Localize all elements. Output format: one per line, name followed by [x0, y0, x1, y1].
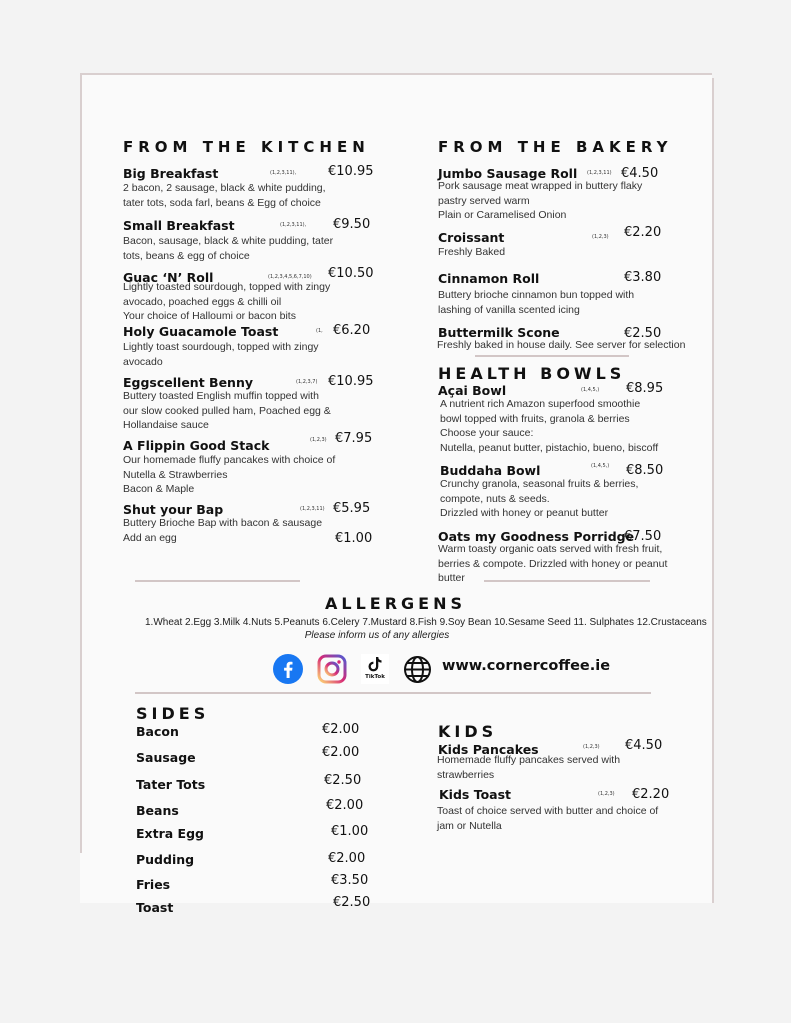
page-border-top — [80, 73, 712, 75]
side-item-name: Tater Tots — [136, 777, 206, 792]
add-egg-price: €1.00 — [335, 531, 373, 546]
menu-item-name: A Flippin Good Stack — [123, 438, 270, 453]
allergen-codes: (1, — [316, 328, 323, 334]
menu-item-description: Crunchy granola, seasonal fruits & berries, compote, nuts & seeds. Drizzled with honey or peanut butter — [440, 478, 639, 520]
side-item-name: Bacon — [136, 724, 179, 739]
allergen-codes: (1,2,3,11) — [587, 170, 612, 176]
menu-item-name: Açai Bowl — [438, 383, 507, 398]
side-item-price: €2.50 — [324, 773, 362, 788]
allergen-codes: (1,2,3) — [310, 437, 327, 443]
menu-item-price: €2.20 — [632, 787, 670, 802]
allergen-codes: (1,2,3,11), — [280, 222, 307, 228]
menu-item-description: Buttery Brioche Bap with bacon & sausage Add an egg — [123, 517, 323, 544]
menu-item-name: Buttermilk Scone — [438, 325, 560, 340]
side-item-price: €2.00 — [326, 798, 364, 813]
allergens-heading: ALLERGENS — [325, 594, 466, 613]
menu-item-price: €4.50 — [621, 166, 659, 181]
menu-item-description: Buttery toasted English muffin topped with our slow cooked pulled ham, Poached egg & Hollandaise sauce — [123, 390, 331, 432]
allergen-codes: (1,2,3) — [598, 791, 615, 797]
side-item-price: €3.50 — [331, 873, 369, 888]
sides-heading: SIDES — [136, 704, 210, 723]
menu-item-price: €8.50 — [626, 463, 664, 478]
allergy-note: Please inform us of any allergies — [304, 630, 450, 641]
menu-item-description: Lightly toasted sourdough, topped with zingy avocado, poached eggs & chilli oil Your choice of Halloumi or bacon bits — [123, 281, 331, 323]
globe-icon[interactable] — [403, 655, 432, 684]
divider — [135, 580, 300, 582]
side-item-price: €2.00 — [322, 745, 360, 760]
menu-item-name: Croissant — [438, 230, 505, 245]
menu-item-name: Buddaha Bowl — [440, 463, 541, 478]
menu-item-description: Toast of choice served with butter and choice of jam or Nutella — [437, 805, 659, 832]
menu-item-price: €2.50 — [624, 326, 662, 341]
side-item-price: €2.00 — [322, 722, 360, 737]
menu-item-description: Lightly toast sourdough, topped with zingy avocado — [123, 341, 319, 368]
page-border-right — [712, 78, 714, 903]
menu-item-name: Holy Guacamole Toast — [123, 324, 279, 339]
divider — [475, 355, 629, 357]
side-item-name: Fries — [136, 877, 171, 892]
divider — [135, 692, 651, 694]
divider — [484, 580, 650, 582]
menu-item-name: Kids Toast — [439, 787, 512, 802]
menu-item-name: Big Breakfast — [123, 166, 219, 181]
menu-item-price: €8.95 — [626, 381, 664, 396]
allergen-codes: (1,4,5,) — [581, 387, 600, 393]
menu-item-price: €4.50 — [625, 738, 663, 753]
menu-item-name: Guac ‘N’ Roll — [123, 270, 214, 285]
menu-item-price: €7.95 — [335, 431, 373, 446]
menu-item-price: €10.50 — [328, 266, 374, 281]
side-item-name: Pudding — [136, 852, 195, 867]
kids-heading: KIDS — [438, 722, 498, 741]
menu-item-name: Eggscellent Benny — [123, 375, 253, 390]
page-border-left — [80, 73, 82, 853]
health-bowls-heading: HEALTH BOWLS — [438, 364, 626, 383]
menu-item-price: €5.95 — [333, 501, 371, 516]
menu-item-description: Bacon, sausage, black & white pudding, tater tots, beans & egg of choice — [123, 235, 334, 262]
allergen-codes: (1,4,5,) — [591, 463, 610, 469]
tiktok-label: TikTok — [365, 674, 385, 680]
menu-item-description: Pork sausage meat wrapped in buttery flaky pastry served warm Plain or Caramelised Onion — [438, 180, 643, 222]
tiktok-icon[interactable] — [361, 654, 389, 684]
menu-item-price: €2.20 — [624, 225, 662, 240]
menu-item-name: Jumbo Sausage Roll — [438, 166, 578, 181]
menu-item-description: Buttery brioche cinnamon bun topped with lashing of vanilla scented icing — [438, 289, 635, 316]
menu-item-name: Oats my Goodness Porridge — [438, 529, 635, 544]
menu-item-price: €6.20 — [333, 323, 371, 338]
menu-item-description: A nutrient rich Amazon superfood smoothie bowl topped with fruits, granola & berries Choose your sauce: Nutella, peanut butter, pistachio, bueno, biscoff — [440, 398, 659, 455]
website-link[interactable]: www.cornercoffee.ie — [442, 658, 611, 674]
bakery-heading: FROM THE BAKERY — [438, 138, 673, 156]
menu-item-price: €10.95 — [328, 164, 374, 179]
menu-item-description: Homemade fluffy pancakes served with strawberries — [437, 754, 621, 781]
instagram-icon[interactable] — [317, 654, 347, 684]
facebook-icon[interactable] — [273, 654, 303, 684]
side-item-name: Beans — [136, 803, 179, 818]
menu-item-name: Shut your Bap — [123, 502, 224, 517]
side-item-price: €2.00 — [328, 851, 366, 866]
menu-item-price: €9.50 — [333, 217, 371, 232]
side-item-name: Extra Egg — [136, 826, 204, 841]
side-item-name: Toast — [136, 900, 174, 915]
kitchen-heading: FROM THE KITCHEN — [123, 138, 370, 156]
allergen-codes: (1,2,3,4,5,6,7,10) — [268, 274, 312, 280]
side-item-price: €1.00 — [331, 824, 369, 839]
menu-item-description: 2 bacon, 2 sausage, black & white pudding, tater tots, soda farl, beans & Egg of choice — [123, 182, 326, 209]
allergen-codes: (1,2,3) — [583, 744, 600, 750]
side-item-price: €2.50 — [333, 895, 371, 910]
allergen-codes: (1,2,3) — [592, 234, 609, 240]
menu-item-price: €10.95 — [328, 374, 374, 389]
allergen-codes: (1,2,3,7) — [296, 379, 318, 385]
allergen-codes: (1,2,3,11) — [300, 506, 325, 512]
allergens-list: 1.Wheat 2.Egg 3.Milk 4.Nuts 5.Peanuts 6.Celery 7.Mustard 8.Fish 9.Soy Bean 10.Sesame Seed 11. Sulphates 12.Crustaceans — [145, 617, 707, 628]
menu-item-description: Freshly baked in house daily. See server for selection — [437, 339, 686, 351]
menu-item-name: Kids Pancakes — [438, 742, 539, 757]
menu-item-price: €7.50 — [624, 529, 662, 544]
allergen-codes: (1,2,3,11), — [270, 170, 297, 176]
menu-item-name: Small Breakfast — [123, 218, 235, 233]
side-item-name: Sausage — [136, 750, 196, 765]
menu-item-description: Our homemade fluffy pancakes with choice of Nutella & Strawberries Bacon & Maple — [123, 454, 336, 496]
menu-item-description: Freshly Baked — [438, 246, 506, 258]
menu-item-price: €3.80 — [624, 270, 662, 285]
menu-item-description: Warm toasty organic oats served with fresh fruit, berries & compote. Drizzled with honey or peanut butter — [438, 543, 668, 585]
menu-item-name: Cinnamon Roll — [438, 271, 540, 286]
